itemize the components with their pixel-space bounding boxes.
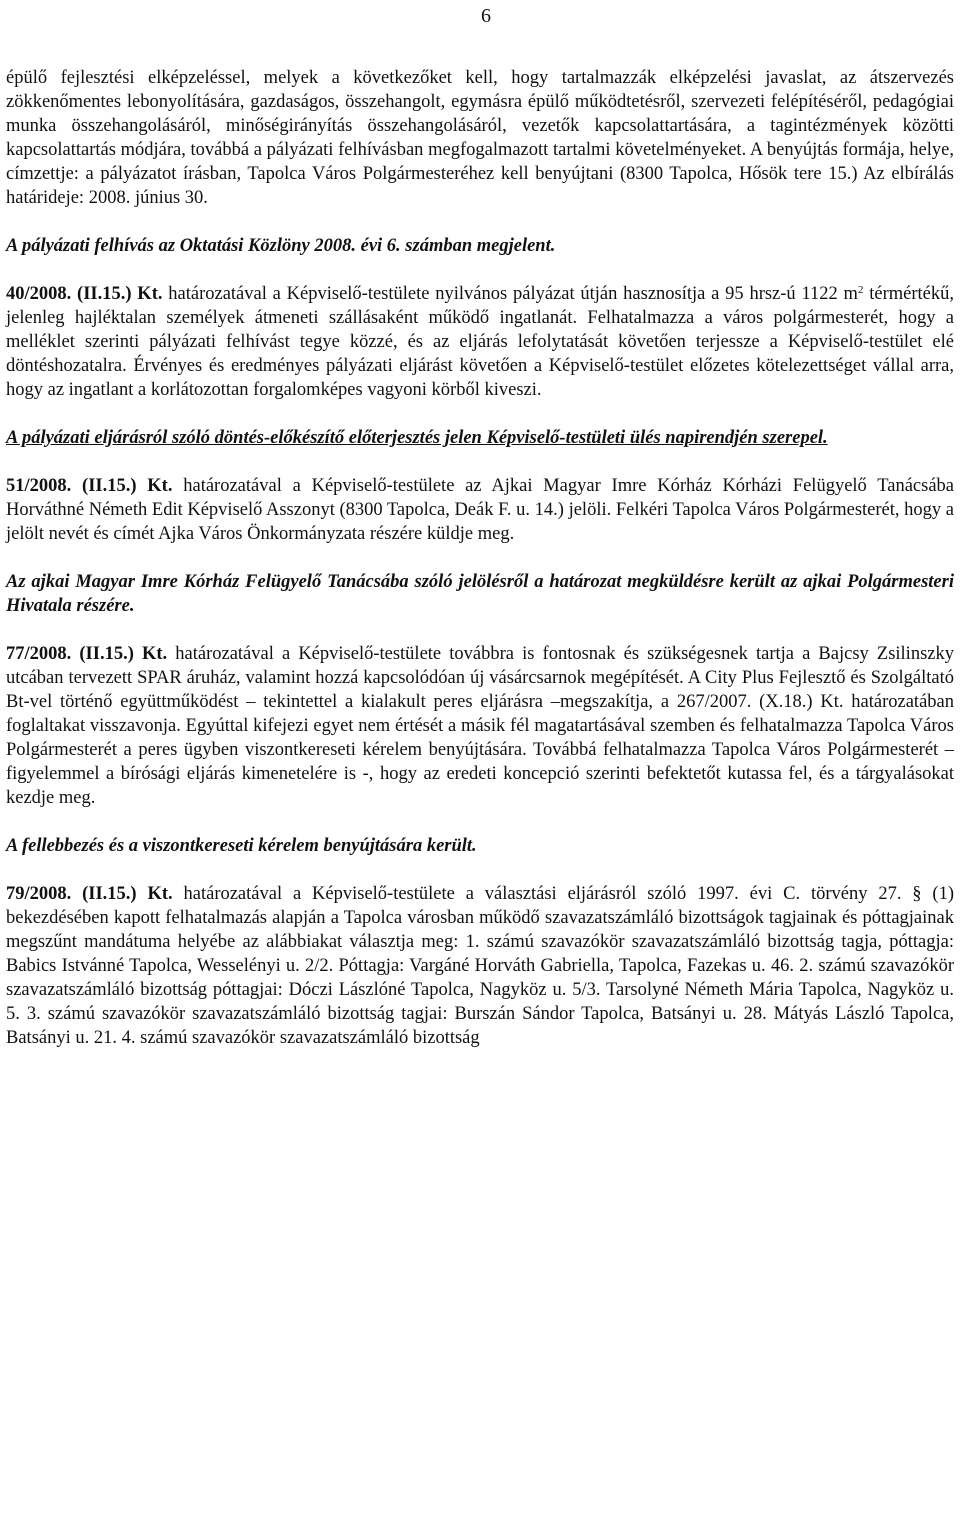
- resolution-text: határozatával a Képviselő-testülete továbbra is fontosnak és szükségesnek tartja a Bajcsy Zsilinszky utcában tervezett SPAR áruház, valamint hozzá kapcsolódóan új vásárcsarnok megépítését. A City Plus Fejlesztő és Szolgáltató Bt-vel történő együttműködést – tekintettel a kialakult peres eljárásra –megszakítja, a 267/2007. (X.18.) Kt. határozatában foglaltakat visszavonja. Egyúttal kifejezi egyet nem értését a másik fél magatartásával szemben és felhatalmazza Tapolca Város Polgármesterét a peres ügyben viszontkereseti kérelem benyújtására. Továbbá felhatalmazza Tapolca Város Polgármesterét – figyelemmel a bírósági eljárás kimenetelére is -, hogy az eredeti koncepció szerinti befektetőt kutassa fel, és a tárgyalásokat kezdje meg.: [6, 644, 954, 808]
- resolution-text: határozatával a Képviselő-testülete a választási eljárásról szóló 1997. évi C. törvény 27. § (1) bekezdésében kapott felhatalmazás alapján a Tapolca városban működő szavazatszámláló bizottságok tagjainak és póttagjainak megszűnt mandátuma helyébe az alábbiakat választja meg: 1. számú szavazókör szavazatszámláló bizottság tagja, póttagja: Babics Istvánné Tapolca, Wesselényi u. 2/2. Póttagja: Vargáné Horváth Gabriella, Tapolca, Fazekas u. 46. 2. számú szavazókör szavazatszámláló bizottság póttagjai: Dóczi Lászlóné Tapolca, Nagyköz u. 5/3. Tarsolyné Németh Mária Tapolca, Nagyköz u. 5. 3. számú szavazókör szavazatszámláló bizottság tagjai: Burszán Sándor Tapolca, Batsányi u. 28. Mátyás László Tapolca, Batsányi u. 21. 4. számú szavazókör szavazatszámláló bizottság: [6, 884, 954, 1048]
- resolution-ref: 40/2008. (II.15.) Kt.: [6, 284, 163, 304]
- resolution-ref: 51/2008. (II.15.) Kt.: [6, 476, 173, 496]
- document-body: [6, 66, 954, 1050]
- resolution-text-b: térmértékű, jelenleg hajléktalan személyek átmeneti szállásaként működő ingatlanát. Felhatalmazza a város polgármesterét, hogy a melléklet szerinti pályázati felhívást tegye közzé, és az eljárás lefolytatását követően terjessze a Képviselő-testület elé döntéshozatalra. Érvényes és eredményes pályázati eljárást követően a Képviselő-testület előzetes kötelezettséget vállal arra, hogy az ingatlant a korlátozottan forgalomképes vagyoni körből kiveszi.: [6, 284, 954, 400]
- paragraph-resolution-79-2008: [6, 882, 954, 1050]
- resolution-text-a: határozatával a Képviselő-testülete nyilvános pályázat útján hasznosítja a 95 hrsz-ú 1122 m: [162, 284, 858, 304]
- note-oktatási-közlöny: A pályázati felhívás az Oktatási Közlöny 2008. évi 6. számban megjelent.: [6, 236, 556, 256]
- resolution-text: határozatával a Képviselő-testülete az Ajkai Magyar Imre Kórház Kórházi Felügyelő Tanácsába Horváthné Németh Edit Képviselő Asszonyt (8300 Tapolca, Deák F. u. 14.) jelöli. Felkéri Tapolca Város Polgármesterét, hogy a jelölt nevét és címét Ajka Város Önkormányzata részére küldje meg.: [6, 476, 954, 544]
- superscript: 2: [857, 284, 864, 296]
- document-page: [6, 0, 954, 1533]
- note-fellebbezés: A fellebbezés és a viszontkereseti kérelem benyújtására került.: [6, 836, 477, 856]
- resolution-ref: 77/2008. (II.15.) Kt.: [6, 644, 168, 664]
- paragraph-pályázati-követelmények: épülő fejlesztési elképzeléssel, melyek a következőket kell, hogy tartalmazzák elképzelési javaslat, az átszervezés zökkenőmentes lebonyolítására, gazdaságos, összehangolt, egymásra épülő működtetésről, szervezeti felépítéséről, pedagógiai munka összehangolásáról, minőségirányítás összehangolásáról, vezetők kapcsolattartására, a tagintézmények közötti kapcsolattartás módjára, továbbá a pályázati felhívásban megfogalmazott tartalmi követelményeket. A benyújtás formája, helye, címzettje: a pályázatot írásban, Tapolca Város Polgármesteréhez kell benyújtani (8300 Tapolca, Hősök tere 15.) Az elbírálás határideje: 2008. június 30.: [6, 68, 954, 208]
- note-döntés-előkészítő: A pályázati eljárásról szóló döntés-előkészítő előterjesztés jelen Képviselő-testületi ülés napirendjén szerepel.: [6, 428, 828, 448]
- paragraph-resolution-40-2008: [6, 282, 954, 402]
- resolution-ref: 79/2008. (II.15.) Kt.: [6, 884, 173, 904]
- page-number: 6: [481, 5, 491, 27]
- paragraph-resolution-51-2008: [6, 474, 954, 546]
- note-jelölés: Az ajkai Magyar Imre Kórház Felügyelő Tanácsába szóló jelölésről a határozat megküldésre került az ajkai Polgármesteri Hivatala részére.: [6, 572, 954, 616]
- paragraph-resolution-77-2008: [6, 642, 954, 810]
